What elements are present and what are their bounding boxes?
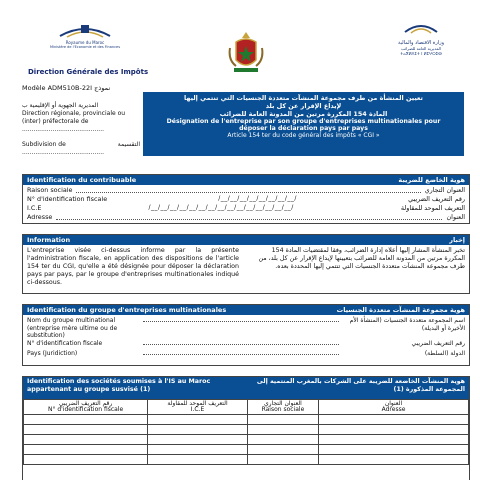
title-fr-line2: déposer la déclaration pays par pays xyxy=(239,125,368,132)
ministry-emblem-icon xyxy=(55,22,115,40)
ice-input[interactable]: /__/__/__/__/__/__/__/__/__/__/__/__/__/__/__/ xyxy=(148,204,294,211)
raison-sociale-row[interactable] xyxy=(23,185,469,194)
model-code-ar: نموذج xyxy=(94,84,111,92)
direction-label-fr2: (inter) préfectorale de xyxy=(22,118,89,125)
model-reference xyxy=(22,84,122,92)
taxpayer-identification-title-ar: هوية الخاضع للضريبة xyxy=(398,176,465,184)
adresse-row[interactable] xyxy=(23,212,469,221)
group-identification-section xyxy=(22,304,470,366)
col-raison-sociale xyxy=(247,400,318,415)
dgi-title: Direction Générale des Impôts xyxy=(28,68,149,76)
col-if-fr: N° d'identification fiscale xyxy=(47,406,124,413)
col-ice xyxy=(148,400,248,415)
group-name-label-ar: اسم المجموعة متعددة الجنسيات (المنشأة الأم الأخيرة أو البديلة) xyxy=(349,317,465,332)
dgi-logo xyxy=(376,20,466,56)
adresse-label: Adresse xyxy=(27,212,53,221)
taxpayer-if-input[interactable]: /__/__/__/__/__/__/__/__/ xyxy=(218,195,297,202)
direction-dots: ........................................... xyxy=(22,126,105,133)
ice-row[interactable] xyxy=(23,203,469,212)
taxpayer-identification-header xyxy=(23,175,469,185)
group-country-input[interactable] xyxy=(143,354,339,355)
subdivision-dots: ........................................... xyxy=(22,149,105,156)
title-ar-line1: تعيين المنشأة من طرف مجموعة المنشآت متعددة الجنسيات التي تنتمي إليها xyxy=(184,94,423,102)
companies-header xyxy=(23,377,469,399)
col-if-ar: رقم التعريف الضريبي xyxy=(58,399,113,407)
col-ice-ar: التعريف الموحد للمقاولة xyxy=(167,399,228,407)
companies-table-header-row xyxy=(24,400,469,415)
raison-sociale-input[interactable] xyxy=(76,187,420,193)
dgi-logo-tifinagh: ⵜⴰⴳⵍⴷⵉⵜ ⵏ ⵍⵎⵖⵔⵉⴱ xyxy=(400,51,442,56)
group-country-label: Pays (Juridiction) xyxy=(27,350,78,357)
ministry-logo-line1: Royaume du Maroc xyxy=(65,40,105,45)
taxpayer-if-label-ar: رقم التعريف الضريبي xyxy=(408,194,465,203)
information-section xyxy=(22,234,470,294)
group-country-label-ar: الدولة (السلطة) xyxy=(424,350,465,357)
taxpayer-if-label: N° d'identification fiscale xyxy=(27,194,108,203)
col-ice-fr: I.C.E xyxy=(190,406,205,413)
dgi-logo-ar1: وزارة الاقتصاد والمالية xyxy=(397,40,445,46)
col-adresse-fr: Adresse xyxy=(381,406,406,413)
ice-label-ar: التعريف الموحد للمقاولة xyxy=(400,203,465,212)
royal-emblem-icon xyxy=(228,30,264,80)
table-row[interactable] xyxy=(24,425,469,435)
form-title-box xyxy=(143,92,464,156)
col-if xyxy=(24,400,148,415)
title-fr-line1: Désignation de l'entreprise par son groupe d'entreprises multinationales pour xyxy=(166,118,441,125)
direction-label-ar: المديرية الجهوية أو الإقليمية ب xyxy=(22,102,99,109)
companies-title-fr: Identification des sociétés soumises à l'IS au Maroc appartenant au groupe susvisé (1) xyxy=(27,378,211,393)
adresse-label-ar: العنوان xyxy=(446,212,465,221)
title-fr-line3: Article 154 ter du code général des impôts « CGI » xyxy=(227,132,380,139)
ice-label: I.C.E xyxy=(27,203,42,212)
raison-sociale-label: Raison sociale xyxy=(27,185,73,194)
ministry-logo-line2: Ministère de l'Economie et des Finances xyxy=(49,45,121,49)
col-adresse-ar: العنوان xyxy=(384,399,403,407)
taxpayer-if-row[interactable] xyxy=(23,194,469,203)
group-name-label: Nom du groupe multinational (entreprise mère ultime ou de substitution) xyxy=(27,317,118,339)
table-row[interactable] xyxy=(24,435,469,445)
group-if-row[interactable] xyxy=(23,340,469,348)
table-row[interactable] xyxy=(24,415,469,425)
subdivision-label-ar: التقسيمة xyxy=(117,141,140,148)
title-ar-line2: لإيداع الإقرار عن كل بلد xyxy=(265,102,342,110)
ministry-logo xyxy=(30,22,140,49)
taxpayer-identification-title-fr: Identification du contribuable xyxy=(27,176,137,184)
companies-title-ar: هوية المنشآت الخاضعة للضريبة على الشركات بالمغرب المنتمية إلى المجموعة المذكورة (1) xyxy=(256,378,465,393)
dgi-logo-ar2: المديرية العامة للضرائب xyxy=(401,46,441,51)
companies-table xyxy=(23,399,469,465)
direction-field[interactable] xyxy=(22,102,140,134)
table-row[interactable] xyxy=(24,445,469,455)
model-code: Modèle ADM510B-22I xyxy=(22,84,93,92)
group-identification-title-ar: هوية مجموعة المنشآت متعددة الجنسيات xyxy=(336,306,465,314)
group-name-input[interactable] xyxy=(143,321,339,322)
group-if-label-ar: رقم التعريف الضريبي xyxy=(411,339,465,347)
companies-section xyxy=(22,376,470,480)
information-header xyxy=(23,235,469,245)
information-title-ar: إخبار xyxy=(449,236,465,244)
information-body xyxy=(23,245,469,289)
information-title-fr: Information xyxy=(27,236,71,244)
information-text-ar: تخبر المنشأة المشار إليها أعلاه إدارة الضرائب، وفقا لمقتضيات المادة 154 المكررة مرتين من المدونة العامة للضرائب بتعيينها لإيداع الإقرار عن كل بلد، من طرف مجموعة المنشآت متعددة الجنسيات التي تنتمي إليها المحددة بعده. xyxy=(258,247,465,270)
group-identification-header xyxy=(23,305,469,315)
col-raison-sociale-ar: العنوان التجاري xyxy=(263,399,302,407)
group-country-row[interactable] xyxy=(23,350,469,358)
col-raison-sociale-fr: Raison sociale xyxy=(261,406,305,413)
raison-sociale-label-ar: العنوان التجاري xyxy=(424,185,465,194)
dgi-emblem-icon xyxy=(401,20,441,36)
group-name-row[interactable] xyxy=(23,317,469,340)
group-if-label: N° d'identification fiscale xyxy=(27,339,103,347)
subdivision-label-fr: Subdivision de xyxy=(22,141,66,148)
group-if-input[interactable] xyxy=(143,344,339,345)
direction-label-fr1: Direction régionale, provinciale ou xyxy=(22,110,126,117)
col-adresse xyxy=(319,400,469,415)
title-ar-line3: المادة 154 المكررة مرتين من المدونة العامة للضرائب xyxy=(219,110,388,118)
taxpayer-identification-section xyxy=(22,174,470,224)
information-text-fr: L'entreprise visée ci-dessus informe par la présente l'administration fiscale, en application des dispositions de l'article 154 ter du CGI, qu'elle a été désignée pour déposer la déclaration pays par pays, par le groupe d'entreprises multinationales indiqué ci-dessous. xyxy=(27,247,239,286)
adresse-input[interactable] xyxy=(56,214,442,220)
group-identification-title-fr: Identification du groupe d'entreprises multinationales xyxy=(27,306,227,314)
table-row[interactable] xyxy=(24,455,469,465)
subdivision-field[interactable] xyxy=(22,141,140,157)
